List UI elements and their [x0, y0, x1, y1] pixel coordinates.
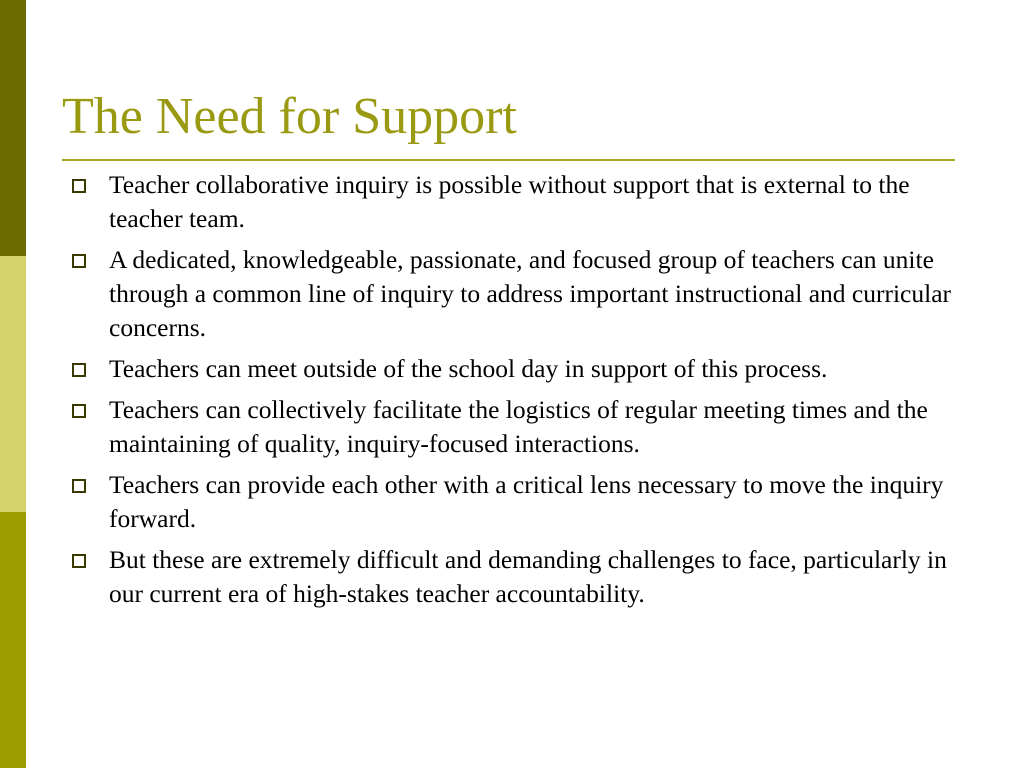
bullet-text: Teachers can collectively facilitate the logistics of regular meeting times and the maintaining of quality, inquiry-focused interactions. — [109, 395, 928, 458]
side-bar-olive-segment — [0, 512, 26, 768]
hollow-square-bullet-icon — [72, 554, 86, 568]
title-divider — [62, 159, 955, 161]
hollow-square-bullet-icon — [72, 404, 86, 418]
bullet-text: Teachers can meet outside of the school day in support of this process. — [109, 354, 828, 383]
hollow-square-bullet-icon — [72, 179, 86, 193]
bullet-text: A dedicated, knowledgeable, passionate, and focused group of teachers can unite through a common line of inquiry to address important instructional and curricular concerns. — [109, 245, 951, 342]
bullet-item — [72, 543, 972, 611]
bullet-text: Teacher collaborative inquiry is possible without support that is external to the teacher team. — [109, 170, 910, 233]
bullet-item — [72, 352, 972, 386]
bullet-text: Teachers can provide each other with a critical lens necessary to move the inquiry forward. — [109, 470, 944, 533]
bullet-item — [72, 393, 972, 461]
side-bar-light-segment — [0, 256, 26, 512]
hollow-square-bullet-icon — [72, 363, 86, 377]
hollow-square-bullet-icon — [72, 254, 86, 268]
bullet-item — [72, 468, 972, 536]
slide-title: The Need for Support — [62, 88, 517, 145]
bullet-list — [72, 168, 972, 618]
side-bar-dark-segment — [0, 0, 26, 256]
bullet-text: But these are extremely difficult and demanding challenges to face, particularly in our current era of high-stakes teacher accountability. — [109, 545, 947, 608]
bullet-item — [72, 168, 972, 236]
bullet-item — [72, 243, 972, 345]
hollow-square-bullet-icon — [72, 479, 86, 493]
